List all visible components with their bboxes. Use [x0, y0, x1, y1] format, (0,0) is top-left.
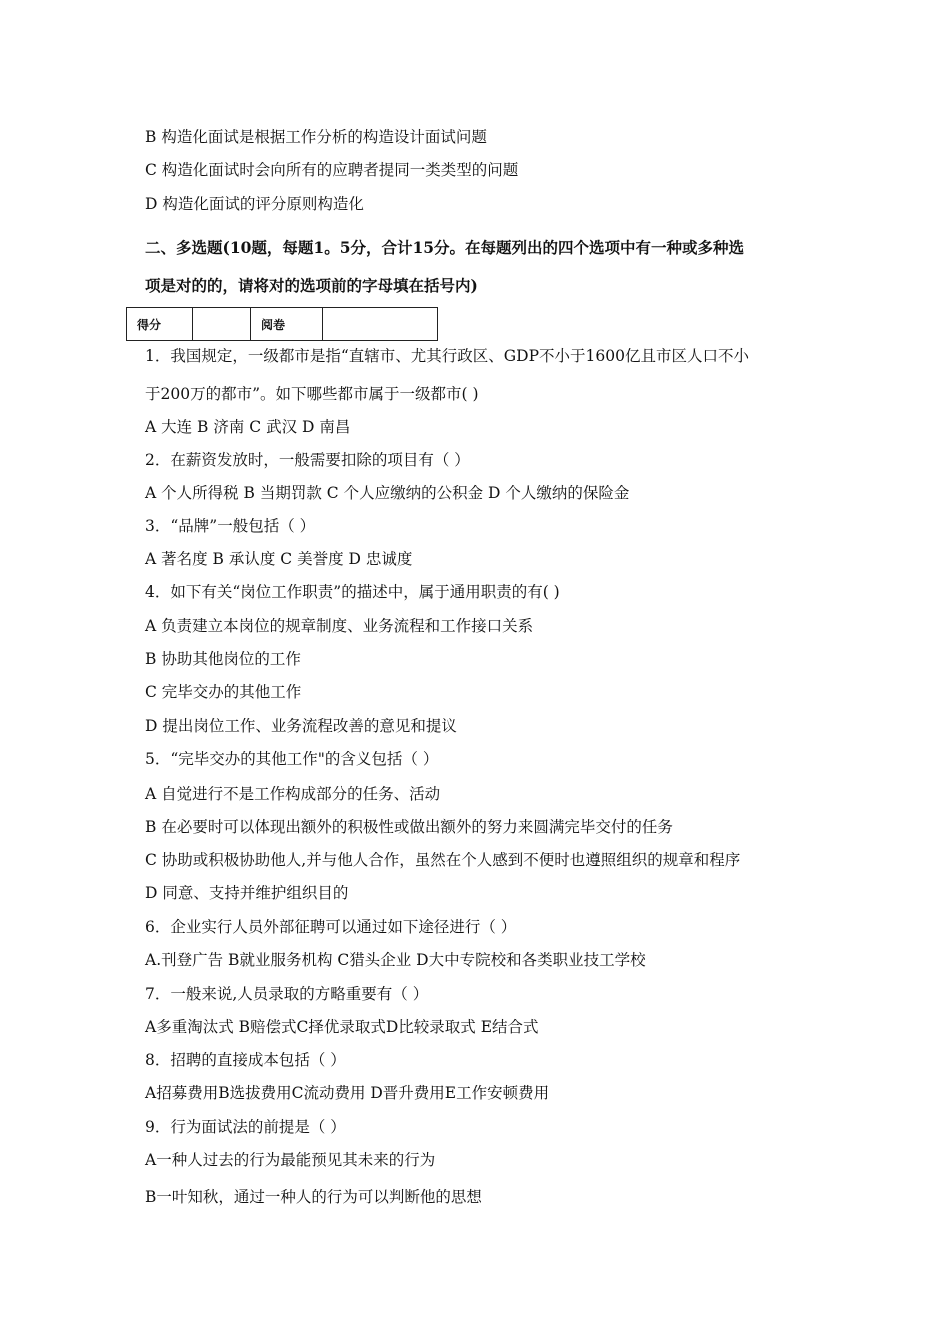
q4-stem: 4．如下有关“岗位工作职责”的描述中，属于通用职责的有( ): [145, 583, 560, 601]
q6-stem: 6．企业实行人员外部征聘可以通过如下途径进行（ ）: [145, 918, 517, 936]
q4-option-d: D 提出岗位工作、业务流程改善的意见和提议: [145, 717, 457, 735]
section-heading-line1: 二、多选题(10题，每题1。5分，合计15分。在每题列出的四个选项中有一种或多种选: [145, 238, 745, 257]
score-label: 得分: [127, 308, 193, 341]
q3-stem: 3．“品牌”一般包括（ ）: [145, 517, 316, 535]
q7-stem: 7．一般来说,人员录取的方略重要有（ ）: [145, 985, 429, 1003]
q1-options: A 大连 B 济南 C 武汉 D 南昌: [145, 418, 351, 436]
q2-options: A 个人所得税 B 当期罚款 C 个人应缴纳的公积金 D 个人缴纳的保险金: [145, 484, 630, 502]
q9-option-a: A一种人过去的行为最能预见其未来的行为: [145, 1151, 436, 1169]
q1-line2: 于200万的都市”。如下哪些都市属于一级都市( ): [145, 385, 479, 403]
q8-options: A招募费用B选拔费用C流动费用 D晋升费用E工作安顿费用: [145, 1084, 550, 1102]
q5-option-b: B 在必要时可以体现出额外的积极性或做出额外的努力来圆满完毕交付的任务: [145, 818, 673, 836]
review-value-cell: [323, 308, 438, 341]
q4-option-b: B 协助其他岗位的工作: [145, 650, 301, 668]
q4-option-c: C 完毕交办的其他工作: [145, 683, 302, 701]
review-label: 阅卷: [251, 308, 323, 341]
q3-options: A 著名度 B 承认度 C 美誉度 D 忠诚度: [145, 550, 413, 568]
q4-option-a: A 负责建立本岗位的规章制度、业务流程和工作接口关系: [145, 617, 534, 635]
q1-line1: 1．我国规定，一级都市是指“直辖市、尤其行政区、GDP不小于1600亿且市区人口不小: [145, 347, 749, 365]
q7-options: A多重淘汰式 B赔偿式C择优录取式D比较录取式 E结合式: [145, 1018, 539, 1036]
q8-stem: 8．招聘的直接成本包括（ ）: [145, 1051, 346, 1069]
q5-stem: 5．“完毕交办的其他工作"的含义包括（ ）: [145, 750, 439, 768]
prev-option-b: B 构造化面试是根据工作分析的构造设计面试问题: [145, 128, 487, 146]
prev-option-d: D 构造化面试的评分原则构造化: [145, 195, 364, 213]
score-table: [126, 307, 438, 341]
q5-option-a: A 自觉进行不是工作构成部分的任务、活动: [145, 785, 441, 803]
q5-option-d: D 同意、支持并维护组织目的: [145, 884, 349, 902]
q5-option-c: C 协助或积极协助他人,并与他人合作，虽然在个人感到不便时也遵照组织的规章和程序: [145, 851, 741, 869]
q6-options: A.刊登广告 B就业服务机构 C猎头企业 D大中专院校和各类职业技工学校: [145, 951, 646, 969]
section-heading-line2: 项是对的的，请将对的选项前的字母填在括号内): [145, 276, 478, 295]
q9-stem: 9．行为面试法的前提是（ ）: [145, 1118, 346, 1136]
score-value-cell: [193, 308, 251, 341]
prev-option-c: C 构造化面试时会向所有的应聘者提同一类类型的问题: [145, 161, 519, 179]
q2-stem: 2．在薪资发放时，一般需要扣除的项目有（ ）: [145, 451, 470, 469]
q9-option-b: B一叶知秋，通过一种人的行为可以判断他的思想: [145, 1188, 482, 1206]
